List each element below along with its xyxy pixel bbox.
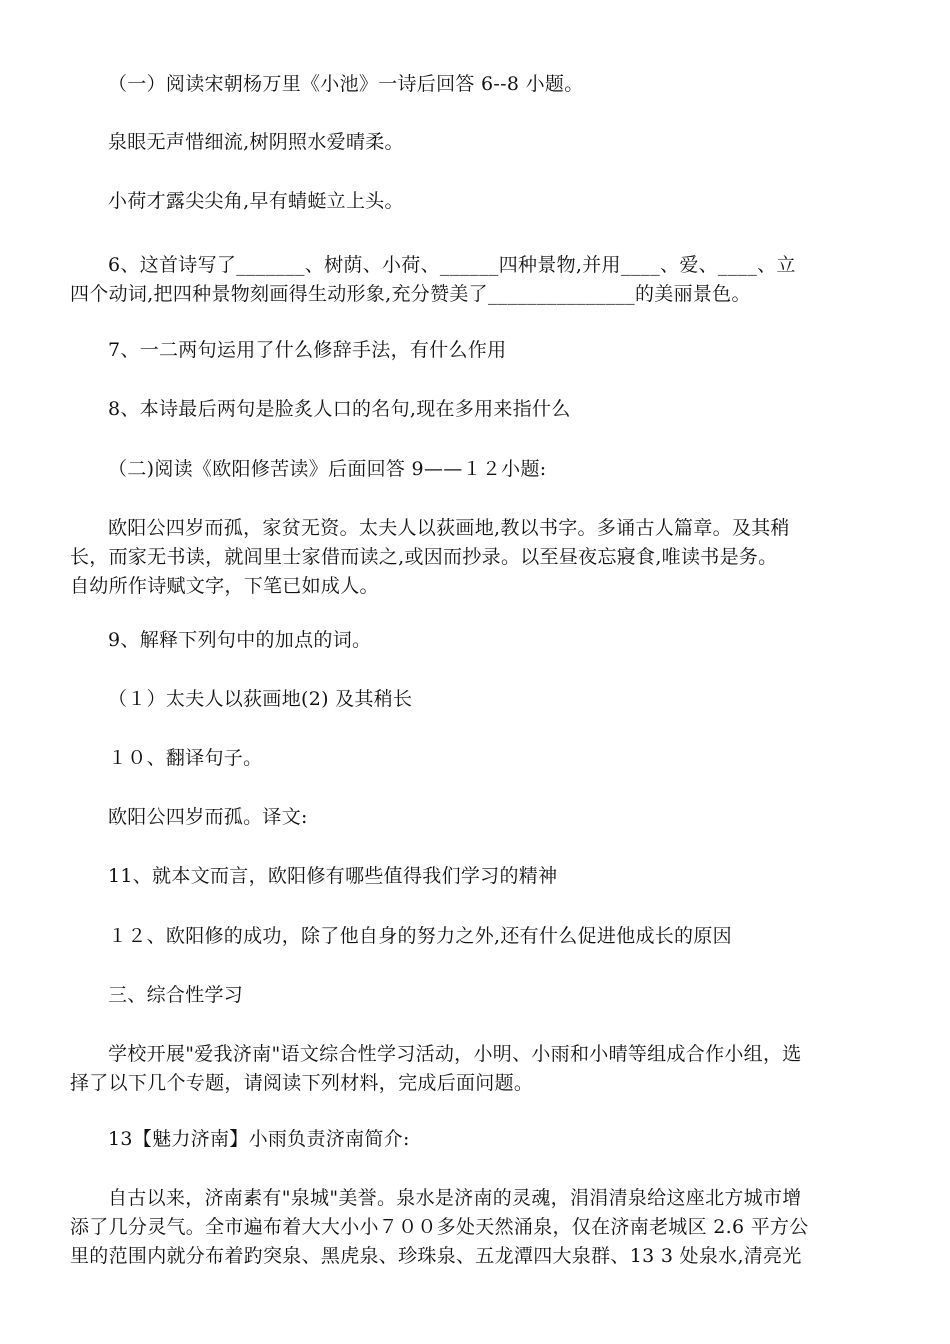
activity-intro	[70, 1040, 885, 1098]
text-line: 欧阳公四岁而孤。译文:	[108, 806, 308, 828]
question-9	[70, 626, 885, 655]
section-one-heading	[70, 70, 885, 99]
text-line: 学校开展"爱我济南"语文综合性学习活动，小明、小雨和小晴等组成合作小组，选	[108, 1043, 802, 1065]
text-line: 自古以来，济南素有"泉城"美誉。泉水是济南的灵魂，涓涓清泉给这座北方城市增	[108, 1187, 802, 1209]
jinan-intro-passage	[70, 1184, 885, 1271]
text-line: 添了几分灵气。全市遍布着大大小小７００多处天然涌泉，仅在济南老城区 2.6 平方公	[70, 1216, 809, 1238]
text-line: １０、翻译句子。	[108, 747, 263, 769]
question-7	[70, 336, 885, 365]
text-line: 长，而家无书读，就闾里士家借而读之,或因而抄录。以至昼夜忘寢食,唯读书是务。	[70, 546, 778, 568]
text-line: １２、欧阳修的成功，除了他自身的努力之外,还有什么促进他成长的原因	[108, 925, 732, 947]
text-line: 自幼所作诗赋文字，下笔已如成人。	[70, 575, 379, 597]
question-11	[70, 862, 885, 891]
section-three-heading	[70, 981, 885, 1010]
text-line: 9、解释下列句中的加点的词。	[108, 629, 372, 651]
text-line: 8、本诗最后两句是脸炙人口的名句,现在多用来指什么	[108, 398, 571, 420]
text-line: （一）阅读宋朝杨万里《小池》一诗后回答 6--8 小题。	[108, 73, 584, 95]
text-line: 里的范围内就分布着趵突泉、黑虎泉、珍珠泉、五龙潭四大泉群、13 3 处泉水,清亮光	[70, 1245, 802, 1267]
text-line: 7、一二两句运用了什么修辞手法，有什么作用	[108, 339, 507, 361]
question-12	[70, 922, 885, 951]
text-line: 四个动词,把四种景物刻画得生动形象,充分赞美了_______________的美丽景色。	[70, 283, 751, 305]
section-two-heading	[70, 455, 885, 484]
question-8	[70, 395, 885, 424]
passage-ouyang-xiu	[70, 514, 885, 601]
text-line: 欧阳公四岁而孤，家贫无资。太夫人以荻画地,教以书字。多诵古人篇章。及其稍	[108, 517, 790, 539]
text-line: 小荷才露尖尖角,早有蜻蜓立上头。	[108, 190, 404, 212]
text-line: 11、就本文而言，欧阳修有哪些值得我们学习的精神	[108, 865, 558, 887]
poem-line-2	[70, 187, 885, 216]
question-10	[70, 744, 885, 773]
text-line: （二)阅读《欧阳修苦读》后面回答 9——１２小题:	[108, 458, 547, 480]
text-line: 13【魅力济南】小雨负责济南简介:	[108, 1128, 410, 1150]
text-line: （１）太夫人以荻画地(2) 及其稍长	[108, 688, 413, 710]
poem-line-1	[70, 128, 885, 157]
question-10-sentence	[70, 803, 885, 832]
text-line: 三、综合性学习	[108, 984, 244, 1006]
text-line: 择了以下几个专题，请阅读下列材料，完成后面问题。	[70, 1072, 534, 1094]
question-6	[70, 251, 885, 309]
question-13	[70, 1125, 885, 1154]
text-line: 6、这首诗写了_______、树荫、小荷、______四种景物,并用____、爱、____、立	[108, 254, 796, 276]
question-9-items	[70, 685, 885, 714]
text-line: 泉眼无声惜细流,树阴照水爱晴柔。	[108, 131, 404, 153]
